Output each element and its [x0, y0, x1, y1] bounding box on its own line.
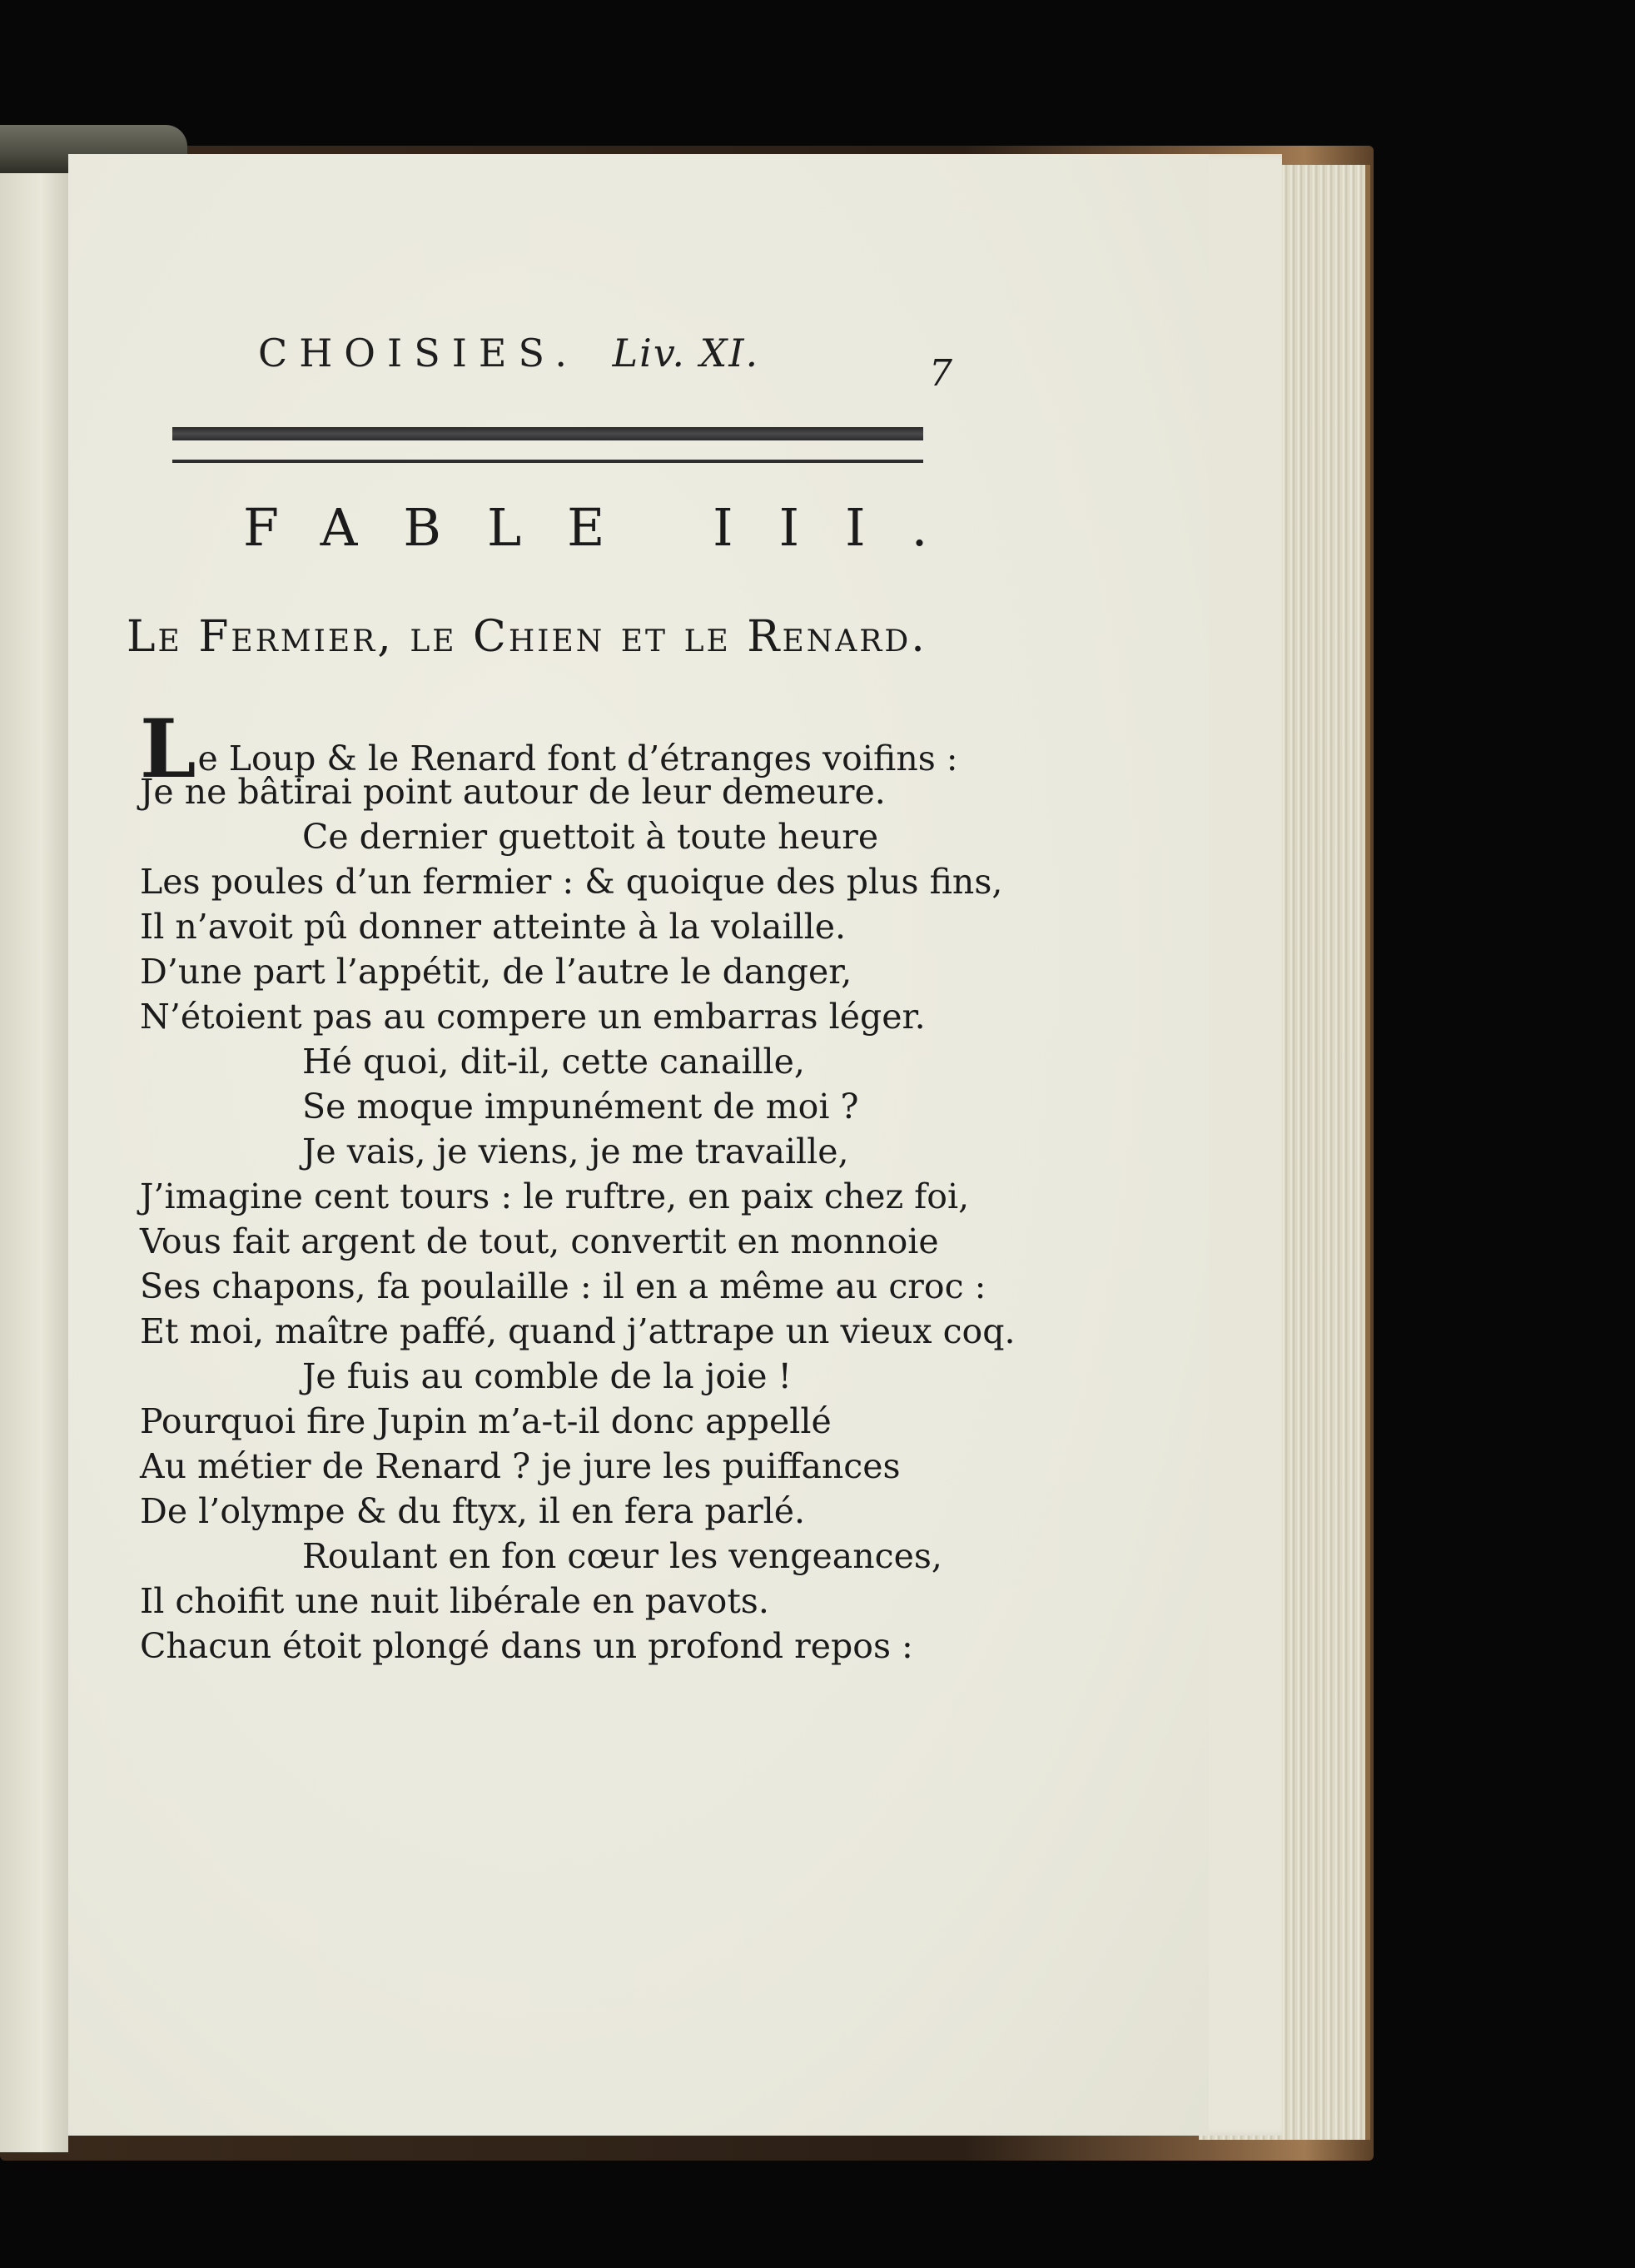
fable-subtitle: Le Fermier, le Chien et le Renard.: [127, 612, 927, 662]
first-line-text: e Loup & le Renard font d’étranges voifins :: [197, 739, 958, 778]
poem-lines: [140, 769, 1056, 1669]
poem-line: Les poules d’un fermier : & quoique des plus fins,: [140, 862, 1003, 902]
poem-line: Se moque impunément de moi ?: [302, 1087, 859, 1127]
poem-line: Pourquoi fire Jupin m’a-t-il donc appellé: [140, 1401, 832, 1441]
poem-line: Roulant en fon cœur les vengeances,: [302, 1536, 942, 1576]
book-page: [68, 154, 1209, 2136]
poem-line: Et moi, maître paffé, quand j’attrape un vieux coq.: [140, 1311, 1016, 1351]
poem-line: Au métier de Renard ? je jure les puiffances: [140, 1446, 901, 1486]
poem-line: Je vais, je viens, je me travaille,: [302, 1132, 849, 1171]
poem-line: Hé quoi, dit-il, cette canaille,: [302, 1042, 805, 1082]
poem-line: Chacun étoit plongé dans un profond repos :: [140, 1626, 913, 1666]
poem-line: Il n’avoit pû donner atteinte à la volaille.: [140, 907, 847, 947]
poem-line: D’une part l’appétit, de l’autre le danger,: [140, 952, 852, 992]
page-number: 7: [929, 352, 952, 395]
poem-line: Je fuis au comble de la joie !: [302, 1356, 792, 1396]
poem-line: Ses chapons, fa poulaille : il en a même au croc :: [140, 1266, 986, 1306]
fable-title: FABLE III.: [243, 497, 974, 558]
poem-body: [140, 702, 1056, 1669]
poem-line: J’imagine cent tours : le ruftre, en paix chez foi,: [140, 1176, 970, 1216]
poem-line: Il choifit une nuit libérale en pavots.: [140, 1581, 769, 1621]
running-head: [258, 331, 759, 376]
running-head-title: CHOISIES.: [258, 331, 579, 376]
poem-line: Ce dernier guettoit à toute heure: [302, 817, 879, 857]
poem-line: Je ne bâtirai point autour de leur demeure.: [140, 772, 886, 812]
poem-line: De l’olympe & du ftyx, il en fera parlé.: [140, 1491, 806, 1531]
poem-line: Vous fait argent de tout, convertit en monnoie: [140, 1221, 939, 1261]
ornamental-rule-thick: [172, 427, 923, 440]
ornamental-rule-thin: [172, 460, 923, 463]
running-head-book: Liv. XI.: [612, 331, 760, 376]
left-page-edge: [0, 162, 68, 2152]
drop-cap: L: [140, 702, 196, 796]
poem-line: N’étoient pas au compere un embarras léger.: [140, 997, 926, 1037]
